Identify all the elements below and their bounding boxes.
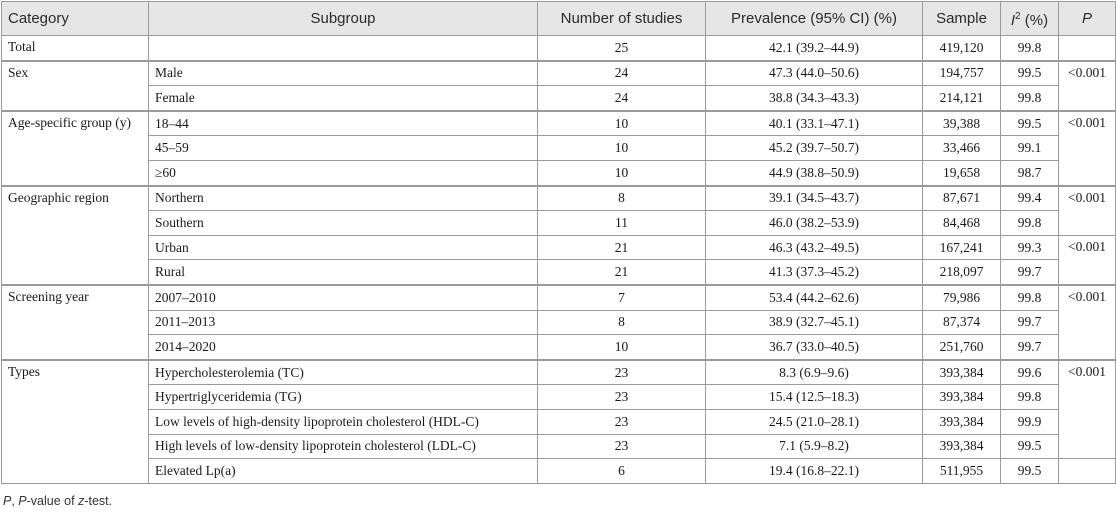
col-header-subgroup: Subgroup	[149, 2, 538, 36]
cell-i2: 99.5	[1001, 61, 1059, 86]
cell-studies: 8	[538, 186, 706, 211]
table-row	[2, 260, 1116, 285]
table-row	[2, 211, 1116, 236]
cell-i2: 99.5	[1001, 459, 1059, 484]
cell-studies: 10	[538, 160, 706, 185]
col-header-category: Category	[2, 2, 149, 36]
cell-studies: 23	[538, 385, 706, 410]
cell-category: Sex	[2, 61, 149, 111]
i2-superscript: 2	[1015, 10, 1021, 22]
cell-sample: 33,466	[923, 136, 1001, 161]
cell-prevalence: 44.9 (38.8–50.9)	[706, 160, 923, 185]
cell-i2: 99.3	[1001, 235, 1059, 260]
cell-prevalence: 41.3 (37.3–45.2)	[706, 260, 923, 285]
footnote-text-mid: -value of	[26, 494, 79, 508]
table-row	[2, 409, 1116, 434]
cell-subgroup: 45–59	[149, 136, 538, 161]
cell-sample: 214,121	[923, 86, 1001, 111]
table-row	[2, 434, 1116, 459]
cell-prevalence: 46.3 (43.2–49.5)	[706, 235, 923, 260]
footnote-text-end: -test.	[84, 494, 113, 508]
cell-subgroup: Low levels of high-density lipoprotein cholesterol (HDL-C)	[149, 409, 538, 434]
cell-sample: 419,120	[923, 36, 1001, 61]
cell-studies: 10	[538, 335, 706, 360]
cell-prevalence: 36.7 (33.0–40.5)	[706, 335, 923, 360]
cell-prevalence: 53.4 (44.2–62.6)	[706, 285, 923, 310]
cell-sample: 393,384	[923, 360, 1001, 385]
cell-category: Age-specific group (y)	[2, 111, 149, 186]
table-row	[2, 459, 1116, 484]
cell-i2: 99.8	[1001, 385, 1059, 410]
table-row	[2, 235, 1116, 260]
i2-unit: (%)	[1020, 11, 1049, 29]
cell-studies: 21	[538, 260, 706, 285]
cell-sample: 511,955	[923, 459, 1001, 484]
cell-p: <0.001	[1059, 360, 1116, 459]
cell-prevalence: 7.1 (5.9–8.2)	[706, 434, 923, 459]
cell-studies: 6	[538, 459, 706, 484]
cell-prevalence: 40.1 (33.1–47.1)	[706, 111, 923, 136]
cell-studies: 8	[538, 310, 706, 335]
table-row	[2, 335, 1116, 360]
cell-sample: 39,388	[923, 111, 1001, 136]
cell-i2: 99.9	[1001, 409, 1059, 434]
cell-studies: 21	[538, 235, 706, 260]
cell-p: <0.001	[1059, 186, 1116, 236]
cell-prevalence: 19.4 (16.8–22.1)	[706, 459, 923, 484]
table-row	[2, 111, 1116, 136]
table-row	[2, 310, 1116, 335]
cell-studies: 11	[538, 211, 706, 236]
cell-category: Total	[2, 36, 149, 61]
cell-sample: 251,760	[923, 335, 1001, 360]
table-footnote	[3, 494, 112, 508]
cell-sample: 393,384	[923, 434, 1001, 459]
i2-letter: I	[1010, 11, 1016, 29]
cell-sample: 194,757	[923, 61, 1001, 86]
footnote-z-letter: z	[78, 494, 85, 508]
cell-studies: 10	[538, 111, 706, 136]
cell-prevalence: 8.3 (6.9–9.6)	[706, 360, 923, 385]
cell-subgroup: Hypercholesterolemia (TC)	[149, 360, 538, 385]
cell-sample: 393,384	[923, 409, 1001, 434]
cell-sample: 393,384	[923, 385, 1001, 410]
cell-i2: 99.8	[1001, 211, 1059, 236]
cell-i2: 99.8	[1001, 36, 1059, 61]
cell-prevalence: 47.3 (44.0–50.6)	[706, 61, 923, 86]
cell-sample: 87,671	[923, 186, 1001, 211]
cell-subgroup: Male	[149, 61, 538, 86]
table-row	[2, 285, 1116, 310]
cell-subgroup: 2014–2020	[149, 335, 538, 360]
cell-i2: 99.8	[1001, 86, 1059, 111]
header-row	[2, 2, 1116, 36]
cell-sample: 84,468	[923, 211, 1001, 236]
table-row	[2, 160, 1116, 185]
cell-p: <0.001	[1059, 61, 1116, 111]
footnote-p-letter-2: P	[18, 494, 27, 508]
cell-prevalence: 46.0 (38.2–53.9)	[706, 211, 923, 236]
cell-subgroup: 2011–2013	[149, 310, 538, 335]
cell-prevalence: 24.5 (21.0–28.1)	[706, 409, 923, 434]
cell-prevalence: 45.2 (39.7–50.7)	[706, 136, 923, 161]
cell-i2: 99.5	[1001, 111, 1059, 136]
cell-p	[1059, 459, 1116, 484]
table-row	[2, 61, 1116, 86]
prevalence-table	[1, 1, 1116, 484]
cell-sample: 19,658	[923, 160, 1001, 185]
cell-studies: 25	[538, 36, 706, 61]
cell-prevalence: 42.1 (39.2–44.9)	[706, 36, 923, 61]
cell-studies: 10	[538, 136, 706, 161]
cell-subgroup: 18–44	[149, 111, 538, 136]
table-row	[2, 360, 1116, 385]
footnote-p-letter: P	[3, 494, 12, 508]
cell-subgroup: Urban	[149, 235, 538, 260]
cell-studies: 23	[538, 434, 706, 459]
table-row	[2, 36, 1116, 61]
cell-p	[1059, 36, 1116, 61]
table-row	[2, 385, 1116, 410]
cell-subgroup: ≥60	[149, 160, 538, 185]
cell-subgroup: Northern	[149, 186, 538, 211]
cell-i2: 99.8	[1001, 285, 1059, 310]
col-header-studies: Number of studies	[538, 2, 706, 36]
cell-subgroup: High levels of low-density lipoprotein cholesterol (LDL-C)	[149, 434, 538, 459]
cell-studies: 23	[538, 360, 706, 385]
cell-p: <0.001	[1059, 111, 1116, 186]
cell-subgroup: Female	[149, 86, 538, 111]
cell-prevalence: 38.8 (34.3–43.3)	[706, 86, 923, 111]
cell-i2: 99.6	[1001, 360, 1059, 385]
cell-i2: 98.7	[1001, 160, 1059, 185]
footnote-separator: ,	[11, 494, 19, 508]
table-row	[2, 136, 1116, 161]
cell-subgroup: Southern	[149, 211, 538, 236]
col-header-i2	[1001, 2, 1059, 36]
cell-studies: 7	[538, 285, 706, 310]
col-header-p	[1059, 2, 1116, 36]
cell-sample: 167,241	[923, 235, 1001, 260]
cell-sample: 79,986	[923, 285, 1001, 310]
cell-subgroup: Elevated Lp(a)	[149, 459, 538, 484]
cell-i2: 99.5	[1001, 434, 1059, 459]
cell-sample: 87,374	[923, 310, 1001, 335]
cell-prevalence: 38.9 (32.7–45.1)	[706, 310, 923, 335]
cell-subgroup: Rural	[149, 260, 538, 285]
cell-subgroup: 2007–2010	[149, 285, 538, 310]
cell-category: Geographic region	[2, 186, 149, 285]
cell-p: <0.001	[1059, 235, 1116, 285]
cell-p: <0.001	[1059, 285, 1116, 360]
cell-studies: 23	[538, 409, 706, 434]
col-header-sample: Sample	[923, 2, 1001, 36]
cell-sample: 218,097	[923, 260, 1001, 285]
col-header-prevalence: Prevalence (95% CI) (%)	[706, 2, 923, 36]
table-row	[2, 86, 1116, 111]
cell-studies: 24	[538, 86, 706, 111]
p-letter: P	[1081, 9, 1092, 27]
cell-category: Screening year	[2, 285, 149, 360]
cell-i2: 99.7	[1001, 335, 1059, 360]
table-row	[2, 186, 1116, 211]
cell-i2: 99.1	[1001, 136, 1059, 161]
cell-i2: 99.7	[1001, 260, 1059, 285]
cell-category: Types	[2, 360, 149, 483]
cell-i2: 99.4	[1001, 186, 1059, 211]
cell-prevalence: 39.1 (34.5–43.7)	[706, 186, 923, 211]
cell-i2: 99.7	[1001, 310, 1059, 335]
cell-subgroup: Hypertriglyceridemia (TG)	[149, 385, 538, 410]
cell-subgroup	[149, 36, 538, 61]
cell-studies: 24	[538, 61, 706, 86]
cell-prevalence: 15.4 (12.5–18.3)	[706, 385, 923, 410]
